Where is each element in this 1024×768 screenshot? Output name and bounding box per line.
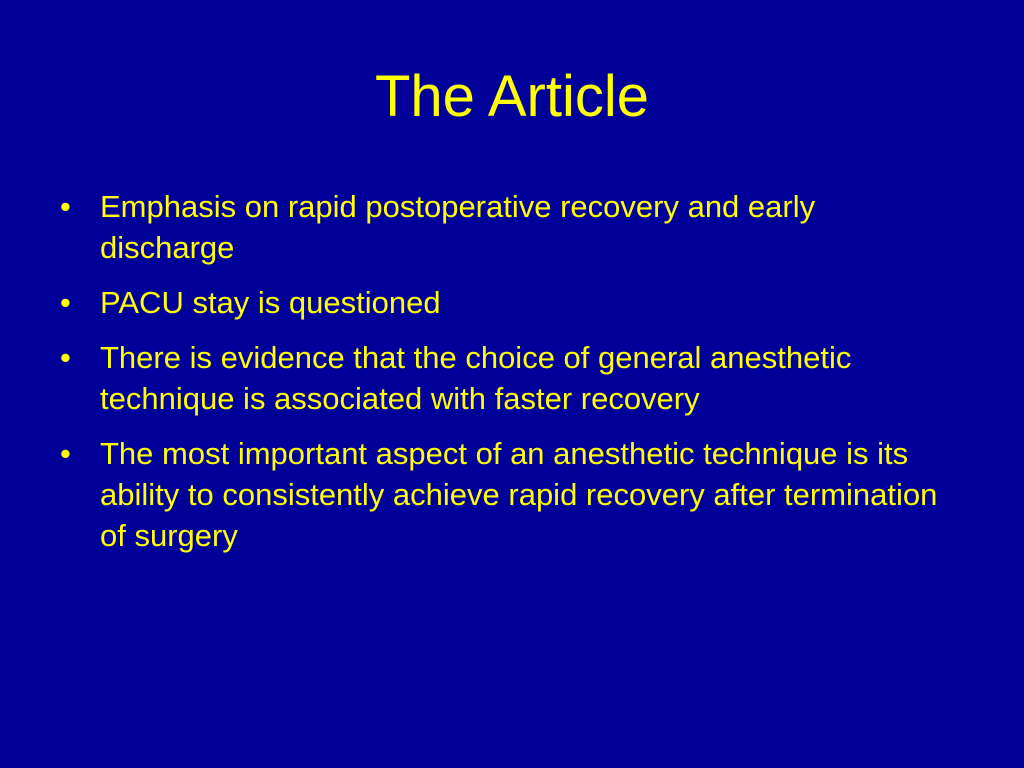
bullet-item (58, 282, 958, 323)
bullet-text: Emphasis on rapid postoperative recovery and early discharge (100, 189, 816, 265)
bullet-dot-icon: • (60, 340, 71, 375)
slide-title: The Article (375, 64, 649, 129)
bullet-dot-icon: • (60, 436, 71, 471)
bullet-text: There is evidence that the choice of general anesthetic technique is associated with faster recovery (100, 340, 852, 416)
bullet-text: PACU stay is questioned (100, 285, 441, 320)
bullet-item (58, 337, 958, 419)
bullet-list (58, 186, 958, 570)
bullet-item (58, 186, 958, 268)
bullet-item (58, 433, 958, 556)
bullet-dot-icon: • (60, 285, 71, 320)
bullet-text: The most important aspect of an anesthetic technique is its ability to consistently achieve rapid recovery after termination of surgery (100, 436, 938, 553)
bullet-dot-icon: • (60, 189, 71, 224)
